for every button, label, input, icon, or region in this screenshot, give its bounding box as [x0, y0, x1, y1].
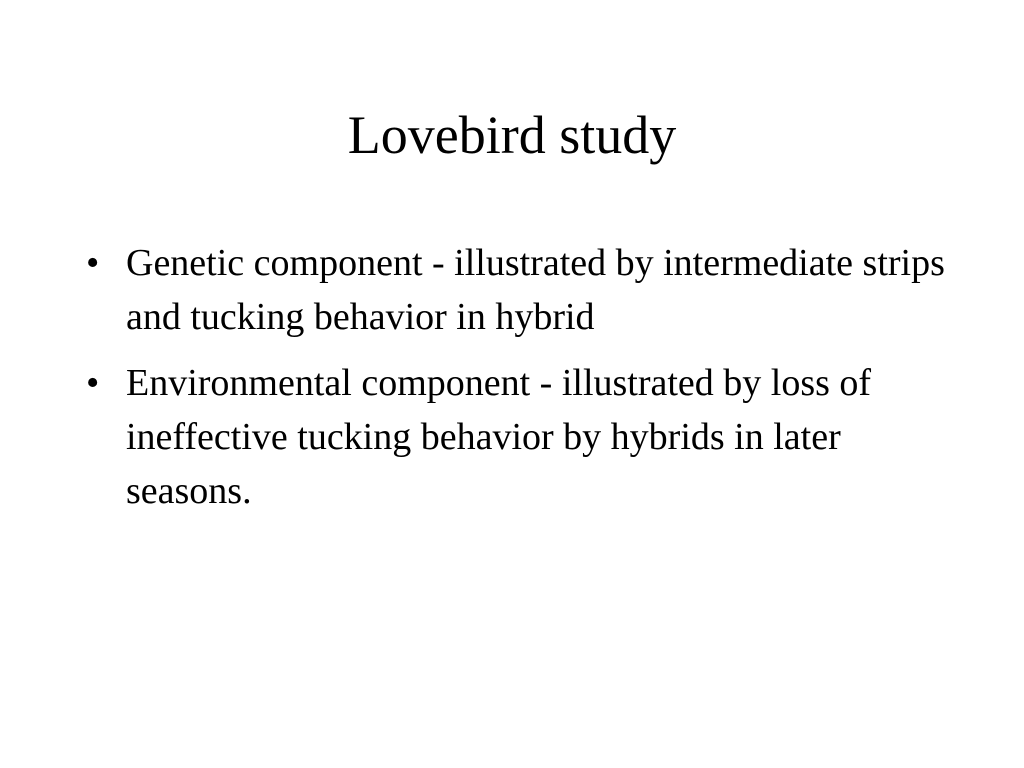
slide-title: Lovebird study	[347, 105, 677, 165]
bullet-item-genetic	[86, 236, 946, 344]
bullet-marker: •	[86, 242, 100, 284]
bullet-text-environmental: Environmental component - illustrated by loss of ineffective tucking behavior by hybrids in later seasons.	[126, 362, 872, 512]
bullet-list	[86, 236, 946, 530]
bullet-text-genetic: Genetic component - illustrated by intermediate strips and tucking behavior in hybrid	[126, 242, 945, 338]
bullet-item-environmental	[86, 356, 946, 518]
bullet-marker: •	[86, 362, 100, 404]
